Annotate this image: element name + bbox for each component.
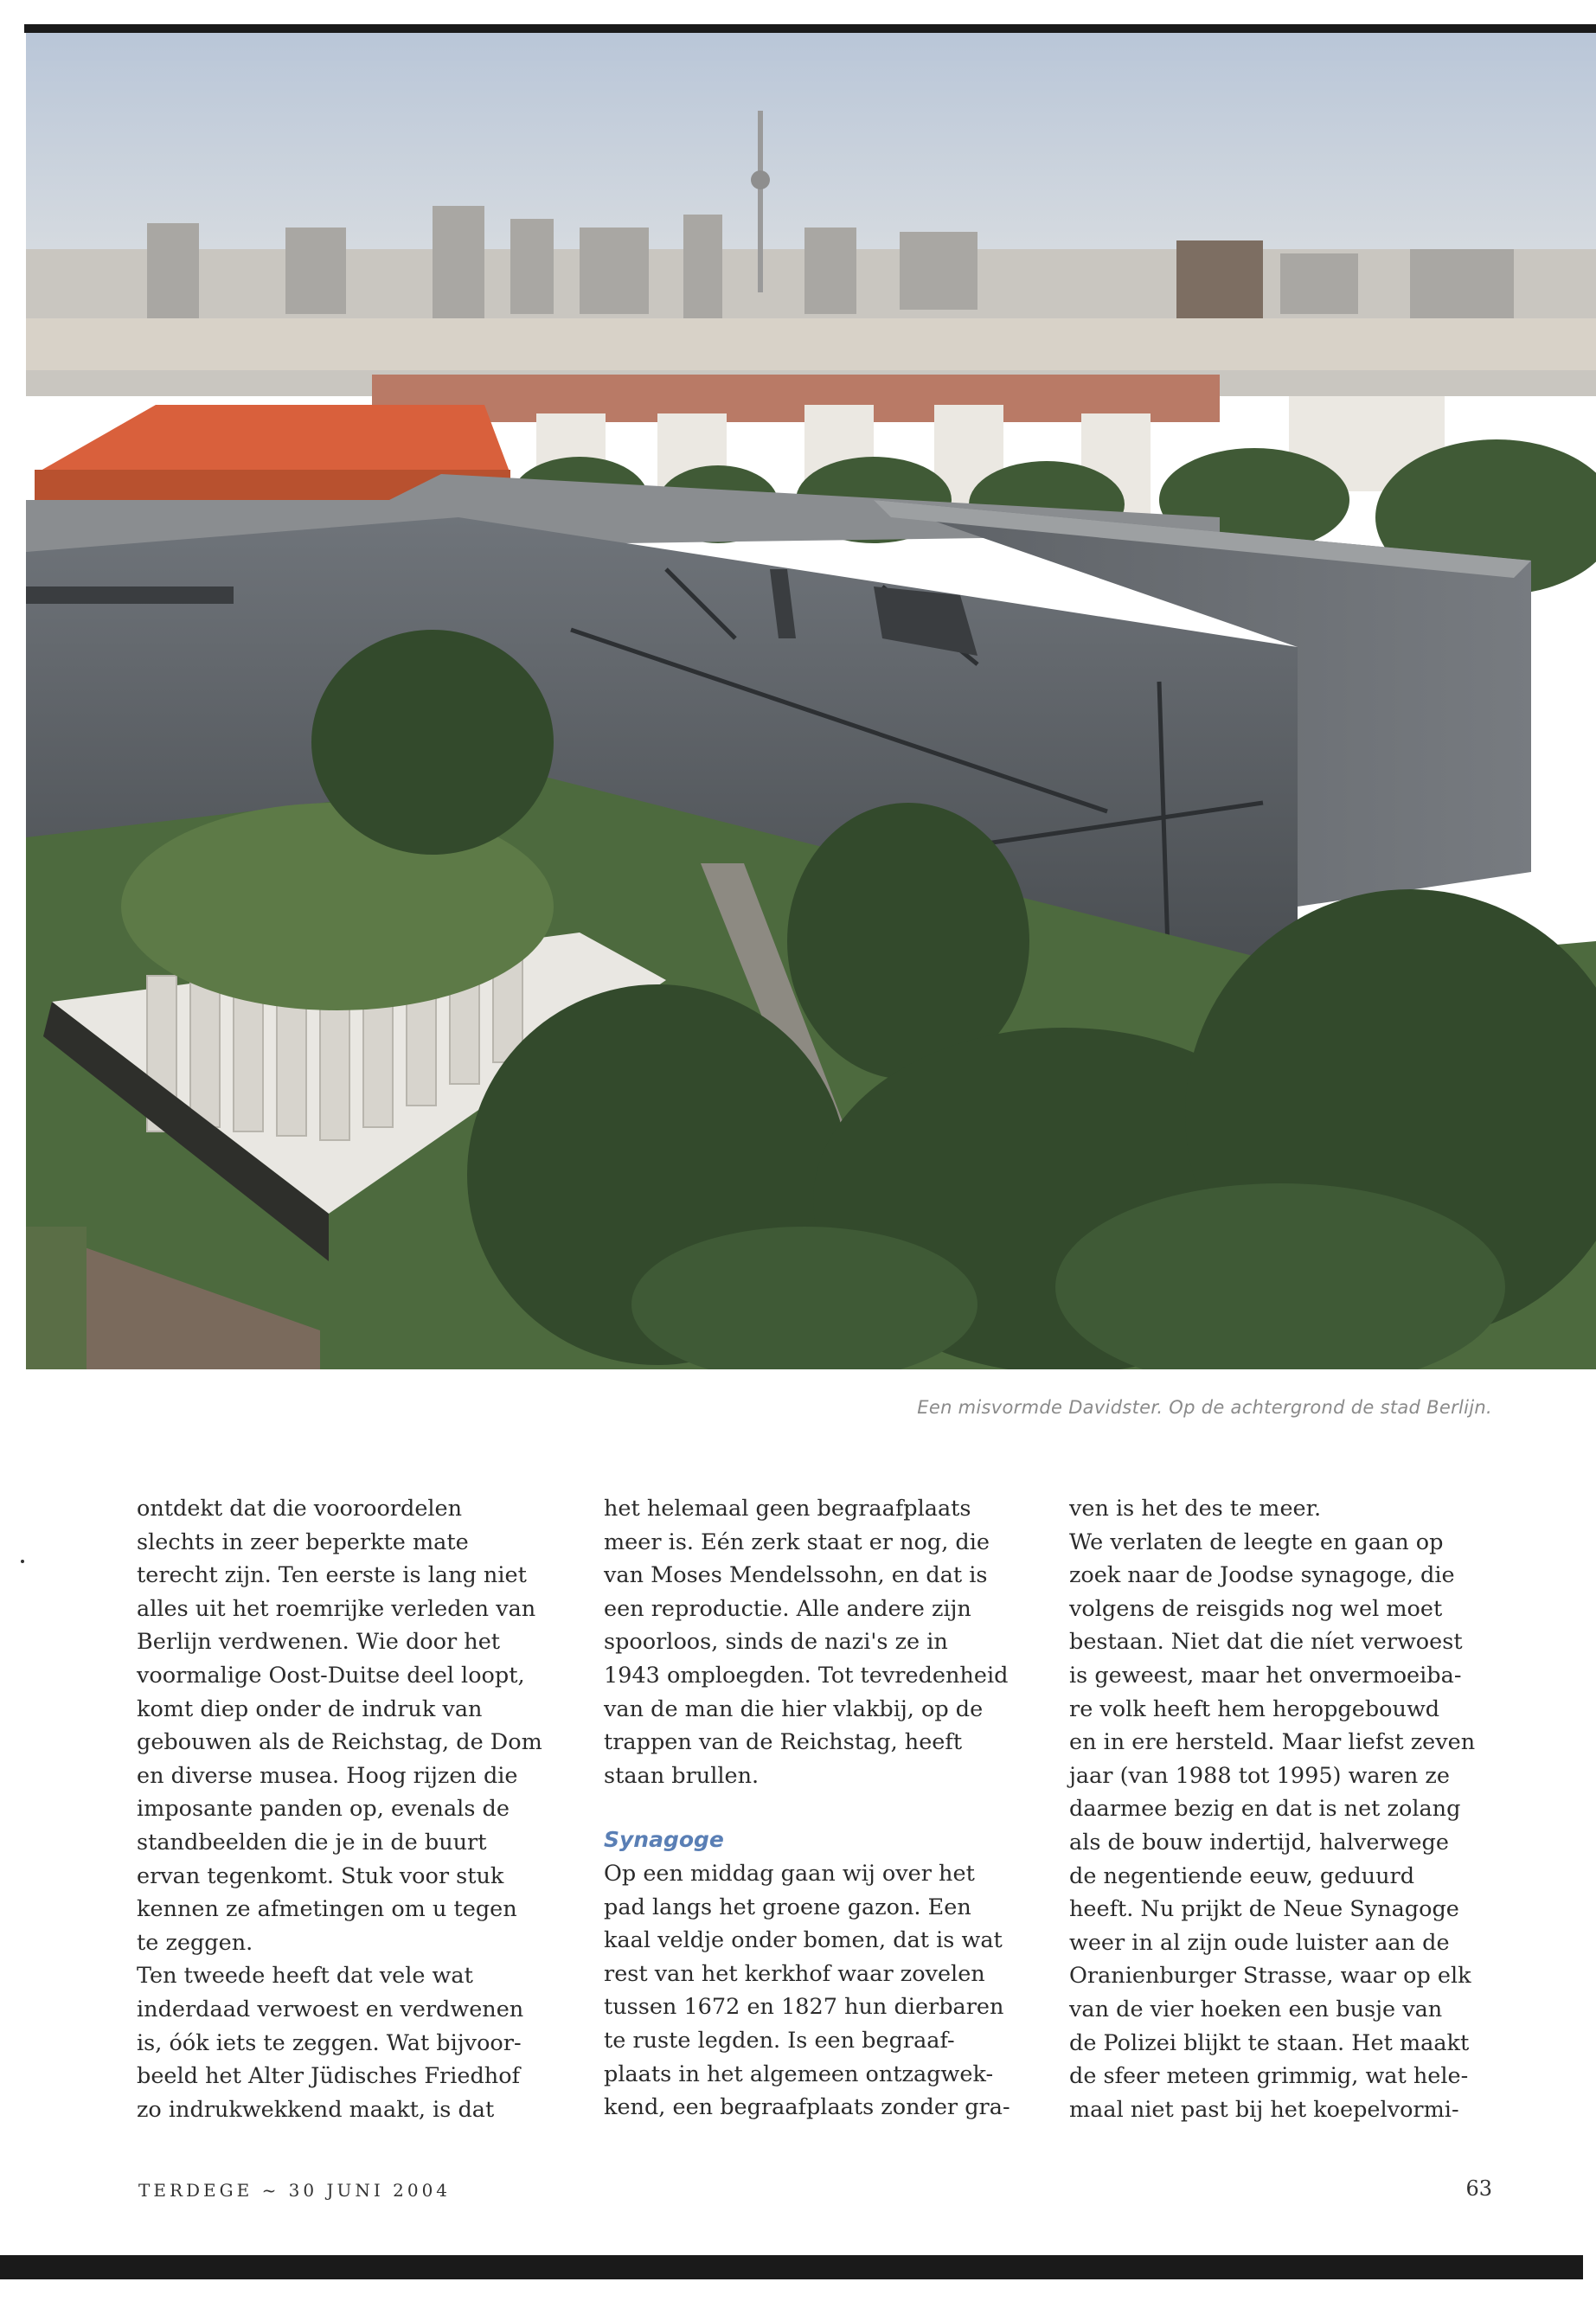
photo-illustration [26, 33, 1596, 1369]
text-line: van Moses Mendelssohn, en dat is [604, 1562, 988, 1589]
text-line: Ten tweede heeft dat vele wat [137, 1963, 473, 1990]
text-line: een reproductie. Alle andere zijn [604, 1595, 971, 1622]
page-number: 63 [1465, 2176, 1492, 2201]
text-column-3 [1069, 1492, 1493, 2126]
text-line: van de vier hoeken een busje van [1069, 1996, 1443, 2022]
text-line: te ruste legden. Is een begraaf- [604, 2027, 955, 2054]
text-column-1 [137, 1492, 561, 2126]
text-line: pad langs het groene gazon. Een [604, 1894, 971, 1920]
text-line: het helemaal geen begraafplaats [604, 1496, 971, 1522]
text-line: Berlijn verdwenen. Wie door het [137, 1629, 501, 1656]
photo-jewish-museum [26, 33, 1596, 1369]
sky [26, 33, 1596, 258]
text-line: kend, een begraafplaats zonder gra- [604, 2094, 1010, 2121]
text-line: slechts in zeer beperkte mate [137, 1529, 469, 1555]
text-line: van de man die hier vlakbij, op de [604, 1695, 984, 1722]
text-line: inderdaad verwoest en verdwenen [137, 1996, 524, 2022]
text-line: imposante panden op, evenals de [137, 1796, 510, 1823]
text-column-2 [604, 1492, 1028, 2125]
text-line: bestaan. Niet dat die níet verwoest [1069, 1629, 1463, 1656]
text-line: te zeggen. [137, 1929, 253, 1956]
text-line: weer in al zijn oude luister aan de [1069, 1929, 1450, 1956]
text-line: en diverse musea. Hoog rijzen die [137, 1762, 518, 1789]
text-line: is geweest, maar het onvermoeiba- [1069, 1662, 1462, 1689]
text-line: alles uit het roemrijke verleden van [137, 1595, 536, 1622]
text-line: Op een middag gaan wij over het [604, 1860, 975, 1887]
text-line: is, óók iets te zeggen. Wat bijvoor- [137, 2029, 522, 2056]
text-line: zo indrukwekkend maakt, is dat [137, 2096, 495, 2123]
text-line: beeld het Alter Jüdisches Friedhof [137, 2063, 521, 2090]
footer-publication: TERDEGE ~ 30 JUNI 2004 [138, 2180, 452, 2201]
text-line: 1943 omploegden. Tot tevredenheid [604, 1662, 1009, 1689]
text-line: jaar (van 1988 tot 1995) waren ze [1069, 1762, 1450, 1789]
text-line: standbeelden die je in de buurt [137, 1829, 487, 1856]
text-line: trappen van de Reichstag, heeft [604, 1729, 963, 1756]
text-line: volgens de reisgids nog wel moet [1069, 1595, 1443, 1622]
text-line: de negentiende eeuw, geduurd [1069, 1862, 1415, 1889]
page-frame-bottom [0, 2255, 1583, 2279]
red-roof [35, 405, 510, 474]
text-line: plaats in het algemeen ontzagwek- [604, 2061, 994, 2087]
text-line: komt diep onder de indruk van [137, 1695, 483, 1722]
text-line: tussen 1672 en 1827 hun dierbaren [604, 1994, 1004, 2021]
text-line: daarmee bezig en dat is net zolang [1069, 1796, 1461, 1823]
text-line: maal niet past bij het koepelvormi- [1069, 2096, 1459, 2123]
text-line: ven is het des te meer. [1069, 1496, 1322, 1522]
page-frame-top [24, 24, 1596, 33]
text-line: terecht zijn. Ten eerste is lang niet [137, 1562, 527, 1589]
text-line: de sfeer meteen grimmig, wat hele- [1069, 2063, 1469, 2090]
text-line: kaal veldje onder bomen, dat is wat [604, 1927, 1003, 1954]
text-line: als de bouw indertijd, halverwege [1069, 1829, 1449, 1856]
text-line: kennen ze afmetingen om u tegen [137, 1896, 517, 1923]
photo-caption: Een misvormde Davidster. Op de achtergrond de stad Berlijn. [917, 1397, 1492, 1418]
text-line: zoek naar de Joodse synagoge, die [1069, 1562, 1455, 1589]
text-line: re volk heeft hem heropgebouwd [1069, 1695, 1440, 1722]
margin-mark [21, 1560, 24, 1563]
text-line: rest van het kerkhof waar zovelen [604, 1960, 985, 1987]
text-line: de Polizei blijkt te staan. Het maakt [1069, 2029, 1470, 2056]
text-line: en in ere hersteld. Maar liefst zeven [1069, 1729, 1476, 1756]
subheading-synagoge: Synagoge [604, 1827, 724, 1853]
text-line: ontdekt dat die vooroordelen [137, 1496, 463, 1522]
text-line: staan brullen. [604, 1762, 760, 1789]
text-line: gebouwen als de Reichstag, de Dom [137, 1729, 542, 1756]
text-line: spoorloos, sinds de nazi's ze in [604, 1629, 948, 1656]
text-line: ervan tegenkomt. Stuk voor stuk [137, 1862, 504, 1889]
text-line: We verlaten de leegte en gaan op [1069, 1529, 1444, 1555]
text-line: heeft. Nu prijkt de Neue Synagoge [1069, 1896, 1459, 1923]
text-line: voormalige Oost-Duitse deel loopt, [137, 1662, 525, 1689]
text-line: Oranienburger Strasse, waar op elk [1069, 1963, 1471, 1990]
text-line: meer is. Eén zerk staat er nog, die [604, 1529, 990, 1555]
